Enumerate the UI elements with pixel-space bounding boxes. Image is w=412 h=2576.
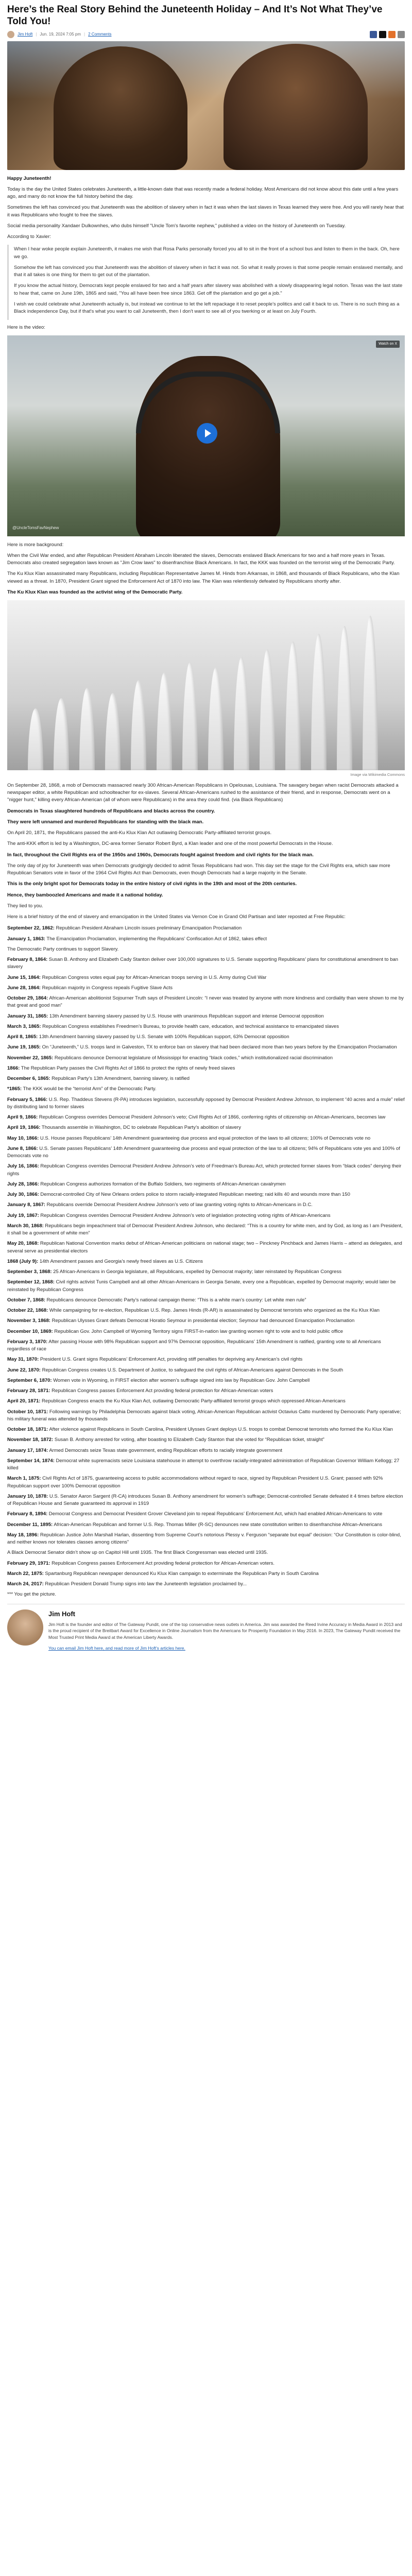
timeline-intro-3: They were left unnamed and murdered Republicans for standing with the black man. [7,819,204,825]
timeline-entry: February 28, 1871: Republican Congress passes Enforcement Act providing federal protection for African-American voters [7,1388,273,1394]
quote-block [7,245,405,320]
author-avatar [7,1609,43,1646]
timeline-intro-11: Here is a brief history of the end of slavery and emancipation in the United States via Vernon Coe in Grand Old Partisan and later reposted at Free Republic: [7,914,346,920]
timeline-entry: July 16, 1866: Republican Congress overrides Democrat President Andrew Johnson’s veto of Freedman’s Bureau Act, which protected former slaves from “black codes” denying their rights [7,1163,402,1177]
timeline-entry: June 8, 1866: U.S. Senate passes Republicans’ 14th Amendment guaranteeing due process and equal protection of the law to all citizens; 94% of Republicans vote yes and 100% of Democrats vote no [7,1145,400,1159]
video-intro: Here is the video: [7,325,45,331]
timeline-intro-6: In fact, throughout the Civil Rights era of the 1950s and 1960s, Democrats fought against freedom and civil rights for the black man. [7,852,314,858]
quote-paragraph-4: I wish we could celebrate what Juneteenth actually is, but instead we continue to let the left repackage it to reset people's politics and call it back to us. There is no such thing as a Black independence Day, but if that's what you want to call Juneteenth, then I don't want to see all of you twerking or at least on July Fourth. [14,301,400,315]
facebook-share-icon[interactable] [370,31,377,38]
timeline-entry: January 10, 1878: U.S. Senator Aaron Sargent (R-CA) introduces Susan B. Anthony amendment for women’s suffrage; Democrat-controlled Senate defeated it 4 times before election of Republican House and Senate guaranteed its approval in 1919 [7,1493,403,1507]
timeline-entry: May 10, 1866: U.S. House passes Republicans’ 14th Amendment guaranteeing due process and equal protection of the laws to all citizens; 100% of Democrats vote no [7,1135,371,1141]
timeline-entry: July 19, 1867: Republican Congress overrides Democrat President Andrew Johnson’s veto of legislation protecting voting rights of African-Americans [7,1212,331,1218]
quote-paragraph-1: When I hear woke people explain Juneteenth, it makes me wish that Rosa Parks personally forced you all to sit in the front of a school bus and listen to them in the back. Oh, here we go. [14,246,400,260]
byline-separator-1: | [36,31,37,37]
timeline-entry: June 22, 1870: Republican Congress creates U.S. Department of Justice, to safeguard the civil rights of African-Americans against Democrats in the South [7,1367,344,1373]
timeline-entry: May 18, 1896: Republican Justice John Marshall Harlan, dissenting from Supreme Court’s notorious Plessy v. Ferguson “separate but equal” decision: “Our Constitution is color-blind, and neither knows nor tolerates classes among citizens” [7,1532,401,1546]
hero-image [7,41,405,170]
timeline-entry: November 3, 1868: Republican Ulysses Grant defeats Democrat Horatio Seymour in presidential election; Seymour had denounced Emancipation Proclamation [7,1318,355,1324]
video-watermark: @UncleTomsFavNephew [12,526,59,530]
timeline-entry: The Democratic Party continues to support Slavery. [7,946,119,952]
timeline-entry: November 18, 1872: Susan B. Anthony arrested for voting, after boasting to Elizabeth Cady Stanton that she voted for “Republican ticket, straight” [7,1437,324,1443]
author-bio: Jim Hoft is the founder and editor of The Gateway Pundit, one of the top conservative news outlets in America. Jim was awarded the Reed Irvine Accuracy in Media Award in 2013 and is the proud recipient of the Breitbart Award for Excellence in Online Journalism from the Americans for Prosperity Foundation in May 2016. In 2023, The Gateway Pundit received the Most Trusted Print Media Award at the American Liberty Awards. [48,1621,402,1640]
timeline-entry: *1865: The KKK would be the “terrorist Arm” of the Democratic Party. [7,1086,157,1092]
byline-separator-2: | [84,31,85,37]
timeline-intro-4: On April 20, 1871, the Republicans passed the anti-Ku Klux Klan Act outlawing Democratic Party-affiliated terrorist groups. [7,830,272,836]
timeline-entry: June 15, 1864: Republican Congress votes equal pay for African-American troops serving in U.S. Army during Civil War [7,974,267,980]
timeline-entry: January 31, 1865: 13th Amendment banning slavery passed by U.S. House with unanimous Republican support and intense Democrat opposition [7,1013,324,1019]
timeline-entry: October 10, 1871: Following warnings by Philadelphia Democrats against black voting, African-American Republican activist Octavius Catto murdered by Democratic Party operative; his military funeral was attended by thousands [7,1409,401,1422]
email-share-icon[interactable] [398,31,405,38]
history-intro: Here is more background: [7,541,64,548]
article-date: Jun. 19, 2024 7:05 pm [40,31,81,37]
author-contact-link[interactable]: You can email Jim Hoft here, and read more of Jim Hoft's articles here. [48,1645,185,1651]
timeline-entry: September 22, 1862: Republican President Abraham Lincoln issues preliminary Emancipation Proclamation [7,925,242,931]
embedded-video[interactable] [7,335,405,536]
timeline-entry: October 22, 1868: While campaigning for re-election, Republican U.S. Rep. James Hinds (R-AR) is assassinated by Democrat terrorists who organized as the Ku Klux Klan [7,1308,380,1314]
author-box [7,1604,405,1651]
byline [7,31,405,38]
history-paragraph-1: When the Civil War ended, and after Republican President Abraham Lincoln liberated the slaves, Democrats enslaved Black Americans for two and a half more years in Texas. Democrats also created segregation laws known as "Jim Crow laws" to disenfranchise Black Americans. In fact, the KKK was founded on the terrorist wing of the Democratic Party. [7,552,395,566]
timeline-entry: June 28, 1864: Republican majority in Congress repeals Fugitive Slave Acts [7,985,173,991]
timeline-entry: January 8, 1867: Republicans override Democrat President Andrew Johnson’s veto of law granting voting rights to African-Americans in D.C. [7,1202,313,1208]
article-title: Here’s the Real Story Behind the Juneteenth Holiday – And It’s Not What They’ve Told You! [7,4,383,27]
timeline-entry: September 6, 1870: Women vote in Wyoming, in FIRST election after women’s suffrage signed into law by Republican Gov. John Campbell [7,1377,310,1383]
timeline-entry: October 29, 1864: African-American abolitionist Sojourner Truth says of President Lincoln: “I never was treated by anyone with more kindness and cordiality than were shown to me by that great and good man” [7,995,404,1009]
intro-paragraph-3: Social media personality Xandaer Dulkownhes, who dubs himself "Uncle Tom's favorite nephew," published a video on the history of Juneteenth on Tuesday. [7,223,346,229]
timeline-entry: November 22, 1865: Republicans denounce Democrat legislature of Mississippi for enacting “black codes,” which institutionalized racial discrimination [7,1055,333,1061]
timeline-entry: *** You get the picture. [7,1591,57,1598]
x-share-icon[interactable] [379,31,386,38]
timeline-entry: March 3, 1865: Republican Congress establishes Freedmen’s Bureau, to provide health care, education, and technical assistance to emancipated slaves [7,1023,339,1029]
timeline-entry: 1868 (July 9): 14th Amendment passes and Georgia’s newly freed slaves as U.S. Citizens [7,1258,203,1264]
history-section [7,541,405,597]
author-box-name[interactable]: Jim Hoft [48,1609,75,1618]
timeline-intro-8: This is the only bright spot for Democrats today in the entire history of civil rights in the 19th and most of the 20th centuries. [7,881,297,887]
timeline-entry: April 20, 1871: Republican Congress enacts the Ku Klux Klan Act, outlawing Democratic Party-affiliated terrorist groups which oppressed African-Americans [7,1398,346,1404]
watch-on-x-badge[interactable]: Watch on X [376,341,400,348]
history-paragraph-3: The Ku Klux Klan was founded as the activist wing of the Democratic Party. [7,589,183,595]
timeline-entry: March 24, 2017: Republican President Donald Trump signs into law the Juneteenth legislation proclaimed by... [7,1581,247,1587]
play-button-icon[interactable] [197,423,217,444]
timeline-entry: 1866: The Republican Party passes the Civil Rights Act of 1866 to protect the rights of newly freed slaves [7,1065,235,1071]
timeline-entry: May 31, 1870: President U.S. Grant signs Republicans’ Enforcement Act, providing stiff penalties for depriving any American’s civil rights [7,1357,303,1363]
timeline-entry: February 3, 1870: After passing House with 98% Republican support and 97% Democrat opposition, Republicans’ 15th Amendment is ratified, granting vote to all Americans regardless of race [7,1338,381,1352]
hero-person-left [54,46,187,170]
timeline-intro-5: The anti-KKK effort is led by a Washington, DC-area former Senator Robert Byrd, a Klan leader and one of the most powerful Democrats in the House. [7,841,333,847]
timeline-intro-9: Hence, they bamboozled Americans and made it a national holiday. [7,892,163,898]
intro-paragraph-1: Today is the day the United States celebrates Juneteenth, a little-known date that was recently made a federal holiday. Most Americans did not know about this date until a few years ago, and many do not know the full history behind the day. [7,186,399,200]
timeline-entry: September 3, 1868: 25 African-Americans in Georgia legislature, all Republicans, expelled by Democrat majority; later reinstated by Republican Congress [7,1269,341,1275]
timeline-entry: October 7, 1868: Republicans denounce Democratic Party’s national campaign theme: “This is a white man’s country: Let white men rule” [7,1297,306,1303]
author-name-link[interactable]: Jim Hoft [18,31,33,37]
timeline-entry: June 19, 1865: On “Juneteenth,” U.S. troops land in Galveston, TX to enforce ban on slavery that had been declared more than two years before by the Emancipation Proclamation [7,1044,397,1050]
timeline-intro-2: Democrats in Texas slaughtered hundreds of Republicans and blacks across the country. [7,808,215,814]
share-buttons [370,31,405,38]
hero-person-right [224,44,368,170]
timeline-intro-1: On September 28, 1868, a mob of Democrats massacred nearly 300 African-American Republicans in Opelousas, Louisiana. The savagery began when racist Democrats attacked a newspaper editor, a white Republican and schoolteacher for ex-slaves. Several African-Americans rushed to the assistance of their friend, and in response, Democrats went on a "nigger hunt," killing every African-American (all of whom were Republicans) in the area they could find. (via Black Republicans) [7,782,399,803]
timeline-entry: April 9, 1866: Republican Congress overrides Democrat President Johnson’s veto; Civil Rights Act of 1866, conferring rights of citizenship on African-Americans, becomes law [7,1114,386,1121]
timeline-entry: April 19, 1866: Thousands assemble in Washington, DC to celebrate Republican Party’s abolition of slavery [7,1125,241,1131]
quote-paragraph-3: If you know the actual history, Democrats kept people enslaved for two and a half years after slavery was abolished with a slowly disappearing legal notion. Texas was the last state to hear that, came on June 19th, 1865 and said, "You all have been free since 1863. Get off the plantation and go get a job." [14,283,403,296]
timeline-entry: September 12, 1868: Civil rights activist Tunis Campbell and all other African-Americans in Georgia Senate, every one a Republican, expelled by Democrat majority; would later be reinstated by Republican Congress [7,1279,396,1293]
timeline-entry: July 30, 1866: Democrat-controlled City of New Orleans orders police to storm racially-integrated Republican meeting; raid kills 40 and wounds more than 150 [7,1192,350,1198]
timeline-entry: February 8, 1864: Susan B. Anthony and Elizabeth Cady Stanton deliver over 100,000 signatures to U.S. Senate supporting Republicans’ plans for constitutional amendment to ban slavery [7,957,399,970]
timeline-entry: October 18, 1871: After violence against Republicans in South Carolina, President Ulysses Grant deploys U.S. troops to combat Democrat terrorists who formed the Ku Klux Klan [7,1427,393,1433]
timeline-entry: January 1, 1863: The Emancipation Proclamation, implementing the Republicans’ Confiscation Act of 1862, takes effect [7,936,267,942]
timeline-entry: January 17, 1874: Armed Democrats seize Texas state government, ending Republican efforts to racially integrate government [7,1447,283,1453]
intro-greeting: Happy Juneteenth! [7,175,52,181]
history-paragraph-2: The Ku Klux Klan assassinated many Republicans, including Republican Representative James M. Hinds from Arkansas, in 1868, and thousands of Black Republicans, who the Klan viewed as a threat. In 1870, President Grant signed the Enforcement Act of 1870 into law. The Klan was relentlessly defeated by Republicans shortly after. [7,571,400,584]
author-avatar-small [7,31,14,38]
timeline-entry: December 11, 1895: African-American Republican and former U.S. Rep. Thomas Miller (R-SC) denounces new state constitution written to disenfranchise African-Americans [7,1521,382,1528]
timeline-entry: March 22, 1875: Spartanburg Republican newspaper denounced Ku Klux Klan campaign to exterminate the Republican Party in South Carolina [7,1570,319,1577]
timeline-entry: February 5, 1866: U.S. Rep. Thaddeus Stevens (R-PA) introduces legislation, successfully opposed by Democrat President Andrew Johnson, to implement “40 acres and a mule” relief by distributing land to former slaves [7,1096,405,1110]
image-caption: Image via Wikimedia Commons [350,772,405,777]
intro-section [7,175,405,241]
timeline-entry: May 20, 1868: Republican National Convention marks debut of African-American politicians on national stage; two – Pinckney Pinchback and James Harris – attend as delegates, and several serve as presidential electors [7,1241,402,1254]
timeline-entry: A Black Democrat Senator didn’t show up on Capitol Hill until 1935. The first Black Congressman was elected until 1935. [7,1550,268,1556]
timeline-entry: April 8, 1865: 13th Amendment banning slavery passed by U.S. Senate with 100% Republican support, 63% Democrat opposition [7,1034,289,1040]
according-line: According to Xavier: [7,234,52,240]
timeline-intro-10: They lied to you. [7,903,43,909]
timeline-intro-section [7,782,405,921]
timeline-entry: July 28, 1866: Republican Congress authorizes formation of the Buffalo Soldiers, two regiments of African-American cavalrymen [7,1181,286,1187]
timeline-entry: March 30, 1868: Republicans begin impeachment trial of Democrat President Andrew Johnson, who declared: “This is a country for white men, and by God, as long as I am President, it shall be a government of white men” [7,1223,403,1236]
timeline-entry: December 6, 1865: Republican Party’s 13th Amendment, banning slavery, is ratified [7,1076,190,1082]
timeline-entry: March 1, 1875: Civil Rights Act of 1875, guaranteeing access to public accommodations without regard to race, signed by Republican President U.S. Grant; passed with 92% Republican support over 100% Democrat opposition [7,1476,383,1489]
klan-robes-image [7,600,405,770]
intro-paragraph-2: Sometimes the left has convinced you that Juneteenth was the abolition of slavery when in fact it was when the last slaves in Texas learned they were free. And you will rarely hear that it was Republicans who fought to free the slaves. [7,205,404,218]
quote-paragraph-2: Somehow the left has convinced you that Juneteenth was the abolition of slavery when in fact it was not. So what it really proves is that some people remain enslaved mentally, and that it all takes is one thing for them to get out of the plantation. [14,264,403,278]
timeline-entry: December 10, 1869: Republican Gov. John Campbell of Wyoming Territory signs FIRST-in-nation law granting women right to vote and to hold public office [7,1328,344,1334]
comments-link[interactable]: 2 Comments [88,31,112,37]
timeline-entry: February 8, 1894: Democrat Congress and Democrat President Grover Cleveland join to repeal Republicans’ Enforcement Act, which had enabled African-Americans to vote [7,1511,383,1517]
rumble-share-icon[interactable] [388,31,396,38]
timeline-intro-7: The only day of joy for Juneteenth was when Democrats grudgingly decided to admit Texas Republicans had won. This day set the stage for the Civil Rights era, which saw more Republican Senators vote in favor of the 1964 Civil Rights Act than Democrats, even though Democrats had a large majority in the Senate. [7,862,390,876]
timeline-entry: February 29, 1971: Republican Congress passes Enforcement Act providing federal protection for African-American voters. [7,1560,275,1566]
timeline-entry: September 14, 1874: Democrat white supremacists seize Louisiana statehouse in attempt to overthrow racially-integrated administration of Republican Governor William Kellogg; 27 killed [7,1458,400,1471]
timeline-list [7,925,405,1598]
